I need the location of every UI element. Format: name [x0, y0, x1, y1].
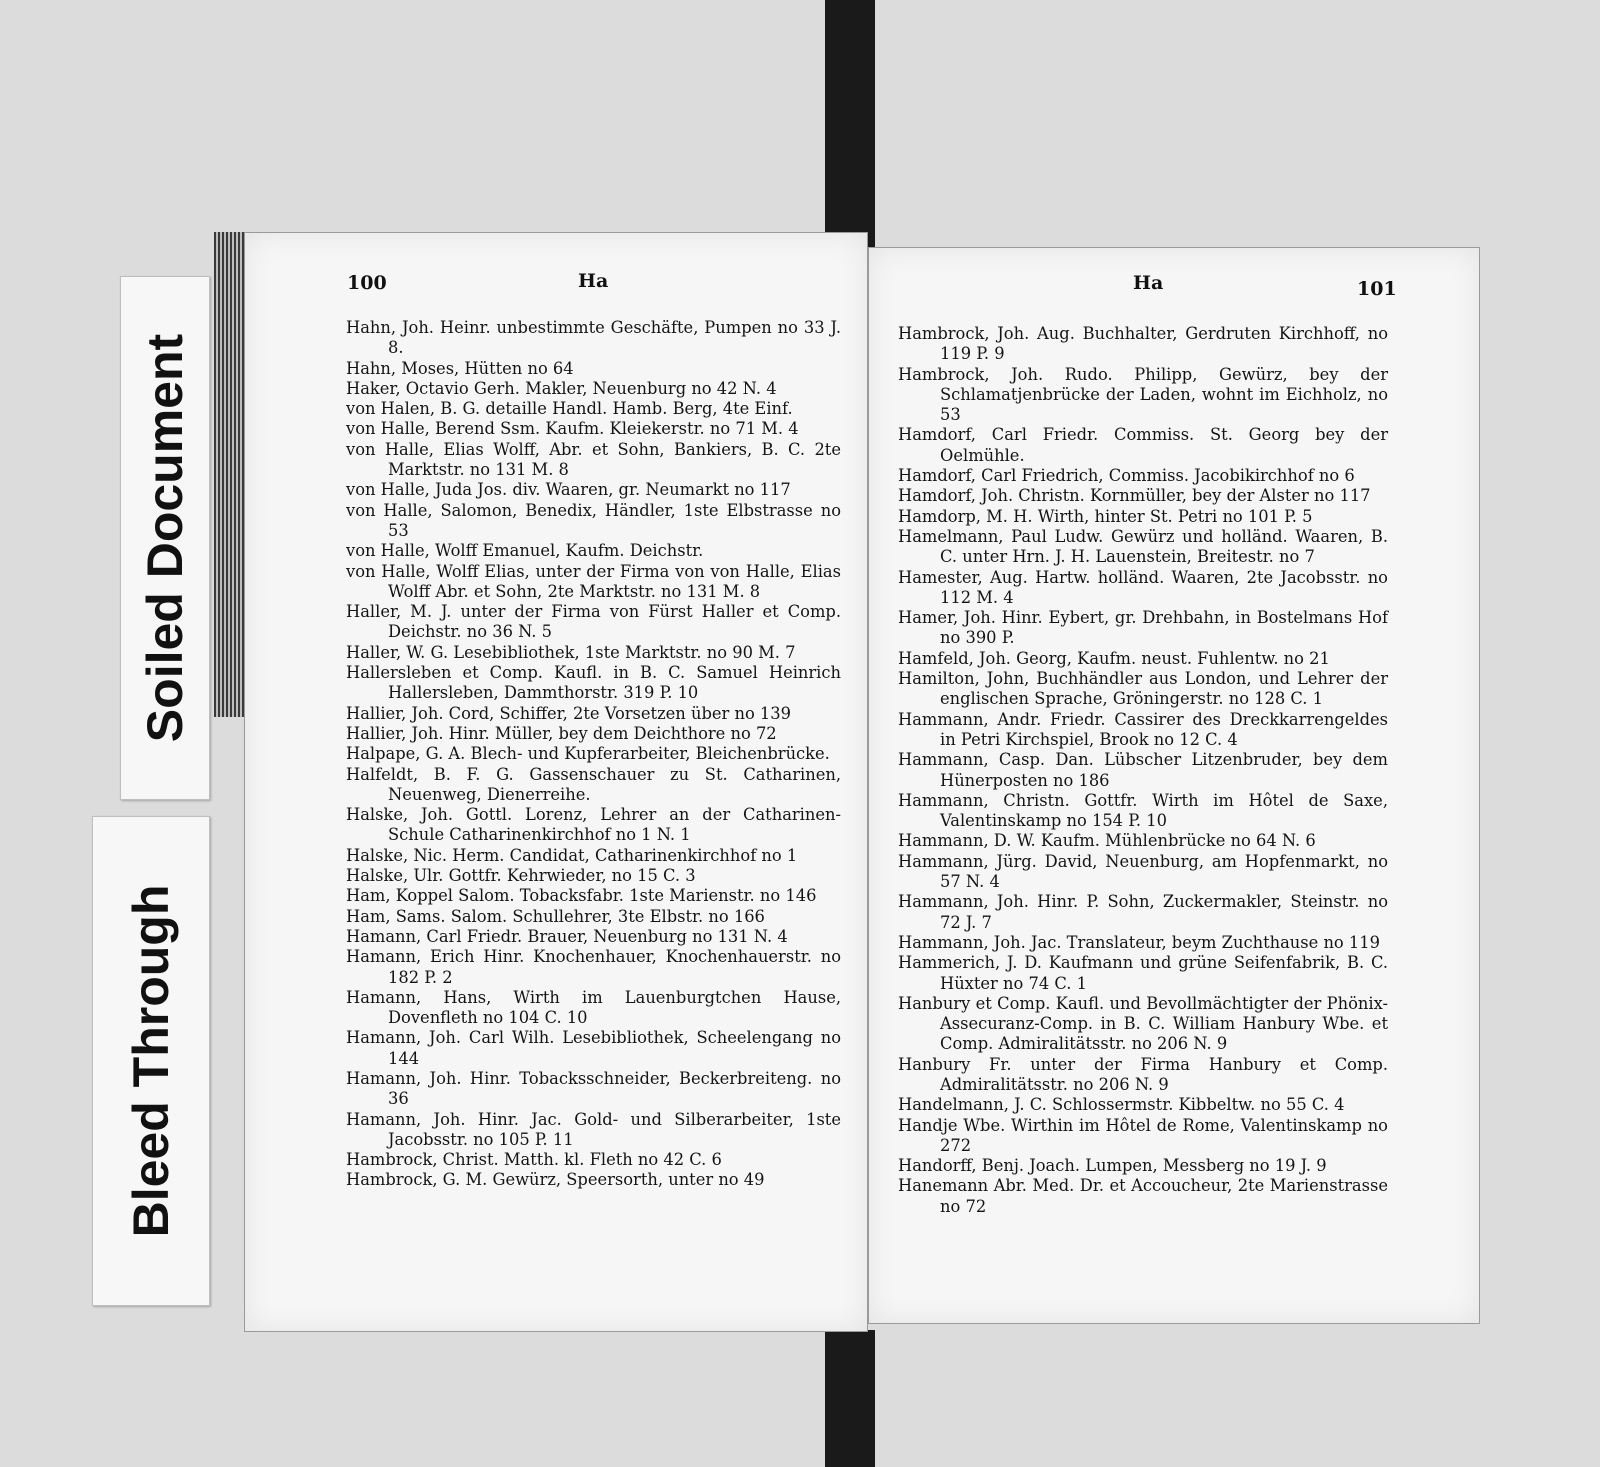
directory-entry: Hammann, Jürg. David, Neuenburg, am Hopfenmarkt, no 57 N. 4 — [898, 851, 1388, 892]
directory-entry: Hamdorp, M. H. Wirth, hinter St. Petri no 101 P. 5 — [898, 506, 1313, 526]
directory-entry: Hallersleben et Comp. Kaufl. in B. C. Samuel Heinrich Hallersleben, Dammthorstr. 319 P. 10 — [346, 663, 841, 703]
directory-entry: Hahn, Joh. Heinr. unbestimmte Geschäfte, Pumpen no 33 J. 8. — [346, 318, 841, 358]
directory-entry: von Halle, Wolff Emanuel, Kaufm. Deichstr. — [346, 541, 704, 561]
directory-entry: Handje Wbe. Wirthin im Hôtel de Rome, Valentinskamp no 272 — [898, 1115, 1388, 1155]
directory-entry: Hamdorf, Joh. Christn. Kornmüller, bey der Alster no 117 — [898, 486, 1371, 506]
tab-bleed-through — [92, 816, 210, 1306]
directory-entry: Hahn, Moses, Hütten no 64 — [346, 358, 574, 378]
directory-entry: Hamilton, John, Buchhändler aus London, und Lehrer der englischen Sprache, Gröningerstr. no 128 C. 1 — [898, 669, 1388, 709]
directory-entry: Hammann, D. W. Kaufm. Mühlenbrücke no 64 N. 6 — [898, 831, 1316, 851]
directory-entry: Hammann, Casp. Dan. Lübscher Litzenbruder, bey dem Hünerposten no 186 — [898, 750, 1388, 790]
directory-entry: Haller, W. G. Lesebibliothek, 1ste Marktstr. no 90 M. 7 — [346, 642, 796, 662]
directory-entry: Hallier, Joh. Hinr. Müller, bey dem Deichthore no 72 — [346, 723, 777, 743]
directory-entry: Hammann, Joh. Hinr. P. Sohn, Zuckermakler, Steinstr. no 72 J. 7 — [898, 892, 1388, 932]
directory-entry: Halfeldt, B. F. G. Gassenschauer zu St. Catharinen, Neuenweg, Dienerreihe. — [346, 764, 841, 804]
directory-entry: Hambrock, Joh. Rudo. Philipp, Gewürz, bey der Schlamatjenbrücke der Laden, wohnt im Eichholz, no 53 — [898, 364, 1388, 425]
directory-entry: Hanbury Fr. unter der Firma Hanbury et Comp. Admiralitätsstr. no 206 N. 9 — [898, 1054, 1388, 1094]
directory-entry: von Halle, Berend Ssm. Kaufm. Kleiekerstr. no 71 M. 4 — [346, 419, 799, 439]
directory-entry: Hamfeld, Joh. Georg, Kaufm. neust. Fuhlentw. no 21 — [898, 648, 1330, 668]
directory-entry: Haker, Octavio Gerh. Makler, Neuenburg no 42 N. 4 — [346, 378, 777, 398]
directory-entry: Hanemann Abr. Med. Dr. et Accoucheur, 2te Marienstrasse no 72 — [898, 1176, 1388, 1216]
directory-entry: Hamann, Hans, Wirth im Lauenburgtchen Hause, Dovenfleth no 104 C. 10 — [346, 987, 841, 1028]
directory-entry: Ham, Sams. Salom. Schullehrer, 3te Elbstr. no 166 — [346, 906, 765, 926]
directory-entry: von Halen, B. G. detaille Handl. Hamb. Berg, 4te Einf. — [346, 399, 793, 419]
directory-entry: von Halle, Juda Jos. div. Waaren, gr. Neumarkt no 117 — [346, 480, 791, 500]
directory-entry: Hambrock, Christ. Matth. kl. Fleth no 42 C. 6 — [346, 1150, 722, 1170]
tab-label-soiled: Soiled Document — [137, 333, 193, 743]
directory-entry: Halske, Ulr. Gottfr. Kehrwieder, no 15 C. 3 — [346, 866, 696, 886]
right-entries — [898, 324, 1388, 1217]
directory-entry: Hanbury et Comp. Kaufl. und Bevollmächtigter der Phönix-Assecuranz-Comp. in B. C. William Hanbury Wbe. et Comp. Admiralitätsstr. no 206 N. 9 — [898, 993, 1388, 1054]
book-edge-lower — [214, 617, 244, 717]
left-page-number: 100 — [347, 272, 387, 294]
directory-entry: Halpape, G. A. Blech- und Kupferarbeiter, Bleichenbrücke. — [346, 744, 830, 764]
directory-entry: Hamann, Joh. Hinr. Jac. Gold- und Silberarbeiter, 1ste Jacobsstr. no 105 P. 11 — [346, 1109, 841, 1149]
directory-entry: Ham, Koppel Salom. Tobacksfabr. 1ste Marienstr. no 146 — [346, 886, 817, 906]
left-running-head: Ha — [578, 270, 609, 292]
directory-entry: Halske, Nic. Herm. Candidat, Catharinenkirchhof no 1 — [346, 845, 798, 865]
tab-label-bleed: Bleed Through — [123, 884, 179, 1238]
directory-entry: Hammann, Joh. Jac. Translateur, beym Zuchthause no 119 — [898, 932, 1380, 952]
directory-entry: Haller, M. J. unter der Firma von Fürst Haller et Comp. Deichstr. no 36 N. 5 — [346, 602, 841, 642]
directory-entry: von Halle, Wolff Elias, unter der Firma von von Halle, Elias Wolff Abr. et Sohn, 2te Marktstr. no 131 M. 8 — [346, 561, 841, 601]
directory-entry: Hambrock, Joh. Aug. Buchhalter, Gerdruten Kirchhoff, no 119 P. 9 — [898, 324, 1388, 364]
directory-entry: Hamdorf, Carl Friedr. Commiss. St. Georg bey der Oelmühle. — [898, 425, 1388, 465]
tab-soiled-document — [120, 276, 210, 800]
directory-entry: Hallier, Joh. Cord, Schiffer, 2te Vorsetzen über no 139 — [346, 703, 792, 723]
directory-entry: Hammerich, J. D. Kaufmann und grüne Seifenfabrik, B. C. Hüxter no 74 C. 1 — [898, 953, 1388, 993]
directory-entry: Hamann, Erich Hinr. Knochenhauer, Knochenhauerstr. no 182 P. 2 — [346, 947, 841, 987]
directory-entry: Hammann, Andr. Friedr. Cassirer des Dreckkarrengeldes in Petri Kirchspiel, Brook no 12 C. 4 — [898, 709, 1388, 749]
left-entries — [346, 318, 841, 1191]
directory-entry: Hamdorf, Carl Friedrich, Commiss. Jacobikirchhof no 6 — [898, 466, 1355, 486]
directory-entry: Handelmann, J. C. Schlossermstr. Kibbeltw. no 55 C. 4 — [898, 1095, 1345, 1115]
directory-entry: Handorff, Benj. Joach. Lumpen, Messberg no 19 J. 9 — [898, 1156, 1327, 1176]
directory-entry: Hamer, Joh. Hinr. Eybert, gr. Drehbahn, in Bostelmans Hof no 390 P. — [898, 608, 1388, 648]
directory-entry: von Halle, Salomon, Benedix, Händler, 1ste Elbstrasse no 53 — [346, 500, 841, 540]
directory-entry: Hammann, Christn. Gottfr. Wirth im Hôtel de Saxe, Valentinskamp no 154 P. 10 — [898, 790, 1388, 831]
directory-entry: Hamester, Aug. Hartw. holländ. Waaren, 2te Jacobsstr. no 112 M. 4 — [898, 567, 1388, 607]
spine-shadow-top — [825, 0, 875, 250]
directory-entry: Hamann, Carl Friedr. Brauer, Neuenburg no 131 N. 4 — [346, 926, 788, 946]
directory-entry: Hamann, Joh. Carl Wilh. Lesebibliothek, Scheelengang no 144 — [346, 1028, 841, 1068]
spine-shadow-bottom — [825, 1330, 875, 1467]
directory-entry: von Halle, Elias Wolff, Abr. et Sohn, Bankiers, B. C. 2te Marktstr. no 131 M. 8 — [346, 439, 841, 480]
directory-entry: Halske, Joh. Gottl. Lorenz, Lehrer an der Catharinen-Schule Catharinenkirchhof no 1 N. 1 — [346, 805, 841, 845]
book-edge — [214, 232, 244, 617]
right-running-head: Ha — [1133, 272, 1164, 294]
right-page-number: 101 — [1357, 278, 1397, 300]
directory-entry: Hamelmann, Paul Ludw. Gewürz und holländ. Waaren, B. C. unter Hrn. J. H. Lauenstein, Breitestr. no 7 — [898, 526, 1388, 567]
directory-entry: Hamann, Joh. Hinr. Tobacksschneider, Beckerbreiteng. no 36 — [346, 1068, 841, 1109]
directory-entry: Hambrock, G. M. Gewürz, Speersorth, unter no 49 — [346, 1170, 765, 1190]
